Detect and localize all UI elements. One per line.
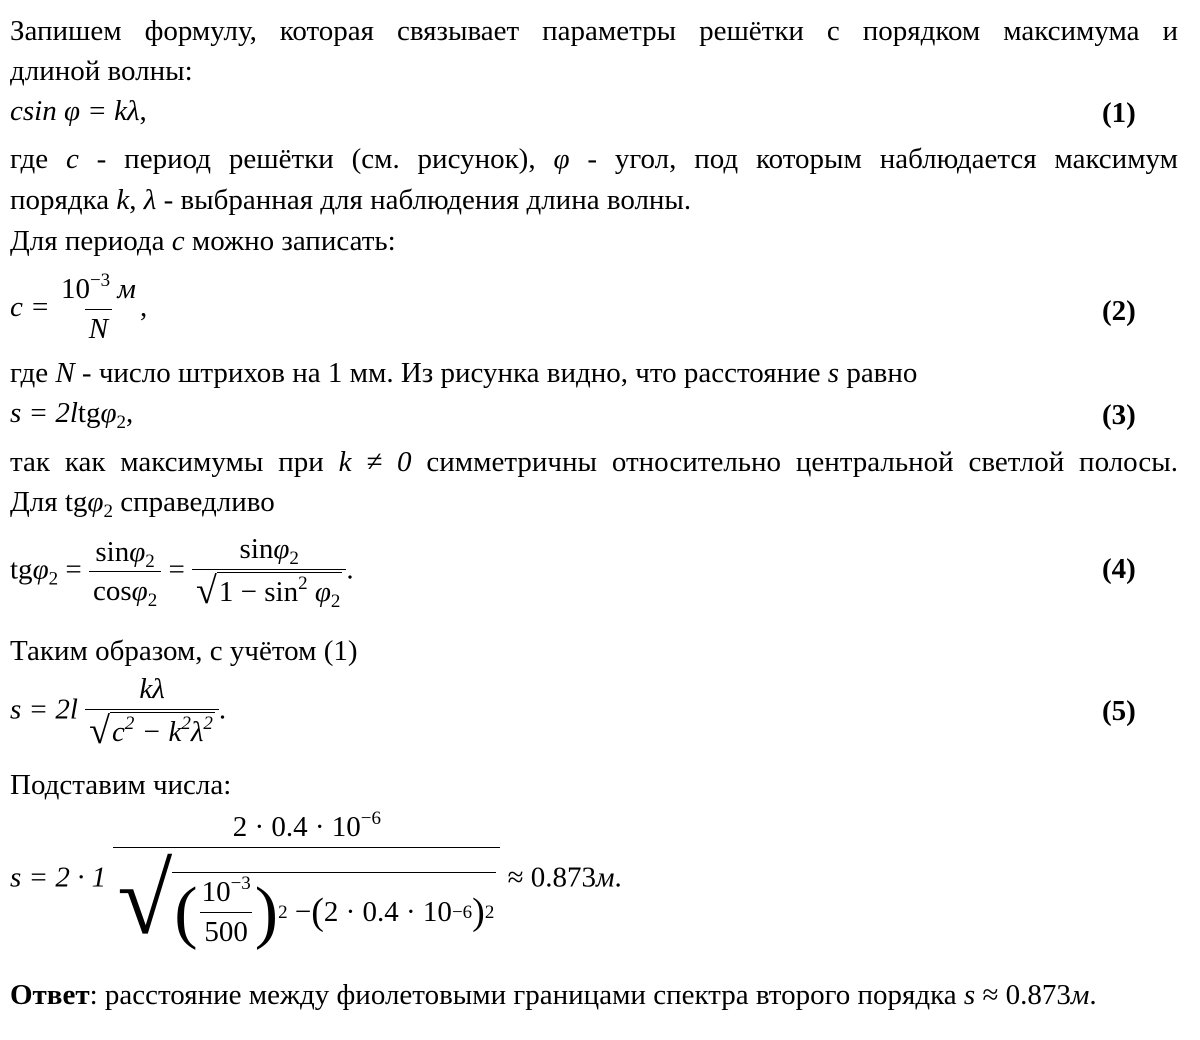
equation-4 [10,532,354,612]
sqrt-icon: √ [117,843,173,955]
text: - угол, под которым наблюдается максимум [587,143,1179,175]
eq1-body: sin φ = kλ [22,95,140,127]
eq4-sub: 2 [147,590,158,612]
eq5-lhs: s = 2l [10,693,78,726]
text: tg [64,486,88,518]
eq6-sqrt: √ ( $\frac{10^{-3}}{500}$ ) 2 − ( 2 · 0.4 · 10 −6 ) 2 [117,843,495,955]
eq4-phi: φ [32,553,49,586]
text: так как максимумы при [10,446,324,478]
eq6-exp: −6 [360,808,381,829]
var-phi: φ [553,143,570,175]
eq5-sqrt [89,709,215,752]
equation-number-2: (2) [1102,295,1136,327]
eq3-sub: 2 [116,412,127,433]
text: , [129,184,137,216]
eq4-sub: 2 [289,548,299,569]
var-phi: φ [87,486,104,518]
eq4-sin: sin [239,533,274,565]
var-c: c [171,225,185,257]
paragraph-substitute: Подставим числа: [10,769,232,801]
eq6-second: 2 · 0.4 · 10 [323,896,452,929]
eq2-fraction [57,272,140,347]
text: симметричны относительно центральной светлой полосы. [426,446,1178,478]
eq4-equals: = [65,553,82,586]
eq2-tail: , [139,290,148,323]
eq3-tail: , [126,397,134,429]
eq4-sq: 2 [298,573,308,594]
eq4-sub: 2 [330,591,341,612]
text: - число штрихов на 1 мм. Из рисунка видно, что расстояние [81,357,821,389]
eq5-c: c [112,716,125,748]
eq4-equals: = [168,553,185,586]
eq2-unit: м [117,273,136,305]
eq4-cos: cos [92,575,132,608]
text: Для периода [10,225,165,257]
eq4-phi: φ [273,533,290,565]
text: равно [846,357,918,389]
text: можно записать: [191,225,396,257]
eq4-phi: φ [314,576,331,608]
eq4-sqrt [196,569,342,612]
paragraph-thus: Таким образом, с учётом (1) [10,635,358,667]
eq6-minus: − [294,896,312,929]
paragraph-where-N [10,356,917,391]
var-N: N [55,357,75,389]
eq6-numerator: 2 · 0.4 · 10 [232,811,361,843]
text: порядка [10,184,110,216]
text: справедливо [120,486,275,518]
eq3-lhs: s = 2l [10,397,78,429]
sqrt-icon: √ [196,569,217,612]
equation-number-1: (1) [1102,97,1136,129]
eq2-den: N [85,309,112,347]
paragraph-where-line2 [10,183,691,218]
eq4-tg: tg [10,553,33,586]
eq3-tg: tg [77,397,101,429]
equation-5 [10,672,226,752]
equation-2 [10,272,147,347]
answer-line [10,978,1097,1013]
var-lambda: λ [143,184,157,216]
paragraph-where-line1 [10,142,1178,177]
paragraph-symmetric-line1 [10,445,1178,480]
sqrt-icon: √ [89,709,111,752]
equation-number-5: (5) [1102,695,1136,727]
eq6-lhs: s = 2 · 1 [10,861,107,894]
var-c: c [65,143,79,175]
eq5-sq: 2 [203,713,213,734]
eq2-num-base: 10 [60,273,90,305]
paren-left-2: ( [311,890,324,933]
answer-text: : расстояние между фиолетовыми границами спектра второго порядка [89,979,957,1011]
eq4-sub: 2 [145,550,155,572]
eq5-lambda: λ [190,716,204,748]
paren-right: ) [254,873,279,951]
text: - выбранная для наблюдения длина волны. [163,184,692,216]
eq6-tail: . [614,861,622,894]
eq5-tail: . [218,693,227,726]
paragraph-period [10,224,396,259]
eq4-fraction-1 [89,535,161,610]
eq4-fraction-2 [192,532,346,612]
eq4-phi: φ [131,575,148,608]
eq5-minus-k: − k [134,716,182,748]
text: где [10,357,49,389]
eq5-sq: 2 [124,713,135,734]
eq6-fraction [113,808,500,955]
eq4-phi: φ [129,535,146,568]
eq6-result: ≈ 0.873 [507,861,596,894]
equation-1 [10,94,147,129]
paragraph-symmetric-line2 [10,485,275,520]
eq2-num-exp: −3 [89,270,111,291]
equation-6 [10,808,622,955]
answer-value: ≈ 0.873 [982,979,1071,1011]
equation-number-3: (3) [1102,399,1136,431]
answer-s: s [963,979,976,1011]
text: Для [10,486,58,518]
eq6-inner-num: 10 [201,876,231,909]
eq5-numerator: kλ [139,673,165,705]
paren-left: ( [174,873,198,951]
eq6-inner-exp: −3 [230,873,251,895]
eq6-inner-den: 500 [200,912,252,950]
var-k: k [116,184,130,216]
text: где [10,143,49,175]
equation-3 [10,396,133,431]
eq6-inner-fraction [198,875,255,950]
answer-unit: м [1070,979,1090,1011]
eq4-one-minus-sin: 1 − sin [218,576,299,608]
answer-label: Ответ [10,979,90,1011]
var-k-neq-0: k ≠ 0 [338,446,412,478]
paragraph-intro-line1: Запишем формулу, которая связывает параметры решётки с порядком максимума и [10,15,1178,47]
eq6-unit: м [595,861,615,894]
eq1-tail: , [139,95,147,127]
eq4-sin: sin [95,535,130,568]
eq3-phi: φ [100,397,117,429]
eq1-c: c [10,95,23,127]
eq2-lhs: c = [10,290,50,323]
eq4-tail: . [346,553,354,586]
text: - период решётки (см. рисунок), [96,143,536,175]
paragraph-intro-line2: длиной волны: [10,55,193,87]
equation-number-4: (4) [1102,553,1136,585]
var-s: s [827,357,840,389]
sub: 2 [103,501,113,522]
eq5-fraction [85,672,219,752]
eq5-sq: 2 [181,713,191,734]
paren-right-2: ) [472,890,485,933]
answer-tail: . [1089,979,1097,1011]
eq4-sub: 2 [48,568,59,590]
